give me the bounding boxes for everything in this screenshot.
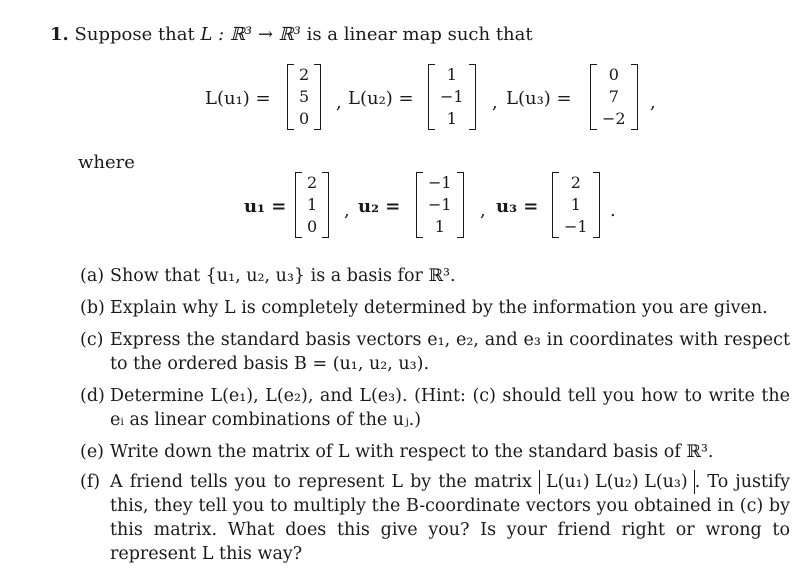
vector-entry: 0: [307, 217, 318, 236]
part-f-text-before: A friend tells you to represent L by the matrix: [110, 472, 532, 492]
u1-vector: [295, 172, 329, 238]
part-f-text-after: . To justify this, they tell you to multiply the B-coordinate vectors you obtained in (c) by this matrix. What does this give you? Is your friend right or wrong to represent L this way?: [110, 472, 790, 564]
part-text: Express the standard basis vectors e₁, e₂, and e₃ in coordinates with respect to the ordered basis B = (u₁, u₂, u₃).: [110, 330, 790, 374]
Lu2-label: L(u₂) =: [348, 88, 414, 109]
part-label: (f): [80, 472, 101, 492]
part-text: Show that {u₁, u₂, u₃} is a basis for ℝ³.: [110, 266, 456, 286]
vector-entry: 1: [434, 217, 445, 236]
vector-entry: 1: [446, 109, 457, 128]
vector-entry: 2: [299, 65, 310, 84]
Lu1-vector: [287, 64, 321, 130]
intro-end-text: is a linear map such that: [306, 24, 533, 45]
u2-label: u₂ =: [358, 196, 401, 217]
Lu2-vector: [428, 64, 476, 130]
row-matrix: L(u₁) L(u₂) L(u₃): [539, 470, 695, 494]
vector-entry: −1: [428, 173, 452, 192]
vector-entry: 1: [307, 195, 318, 214]
Lu3-vector: [590, 64, 638, 130]
u1-label: u₁ =: [244, 196, 287, 217]
u3-vector: [552, 172, 600, 238]
part-text: Determine L(e₁), L(e₂), and L(e₃). (Hint: (c) should tell you how to write the eᵢ as linear combinations of the uⱼ.): [110, 386, 790, 430]
part-c: [80, 328, 790, 376]
problem-header: [50, 24, 533, 45]
part-text: Explain why L is completely determined by the information you are given.: [110, 298, 768, 318]
part-text: [110, 470, 790, 566]
vector-entry: 1: [570, 195, 581, 214]
map-definition: L : ℝ³ → ℝ³: [200, 24, 301, 45]
vector-entry: −2: [602, 109, 626, 128]
vector-entry: 2: [570, 173, 581, 192]
vector-entry: 0: [608, 65, 619, 84]
vector-entry: 0: [299, 109, 310, 128]
problem-number: 1.: [50, 24, 69, 45]
part-d: [80, 384, 790, 432]
part-text: Write down the matrix of L with respect to the standard basis of ℝ³.: [110, 442, 714, 462]
vector-entry: 7: [608, 87, 619, 106]
part-b: [80, 296, 790, 320]
vector-entry: 2: [307, 173, 318, 192]
vector-entry: 1: [446, 65, 457, 84]
vector-entry: 5: [299, 87, 310, 106]
vector-entry: −1: [440, 87, 464, 106]
Lu3-label: L(u₃) =: [506, 88, 572, 109]
part-label: (d): [80, 386, 105, 406]
vector-entry: −1: [428, 195, 452, 214]
part-f: [80, 470, 790, 566]
part-label: (c): [80, 330, 104, 350]
u3-label: u₃ =: [496, 196, 539, 217]
Lu1-label: L(u₁) =: [205, 88, 271, 109]
part-e: [80, 440, 790, 464]
u2-vector: [416, 172, 464, 238]
part-label: (a): [80, 266, 105, 286]
part-label: (b): [80, 298, 105, 318]
where-text: where: [78, 152, 135, 173]
part-a: [80, 264, 790, 288]
intro-text: Suppose that: [74, 24, 195, 45]
vector-entry: −1: [564, 217, 588, 236]
part-label: (e): [80, 442, 105, 462]
